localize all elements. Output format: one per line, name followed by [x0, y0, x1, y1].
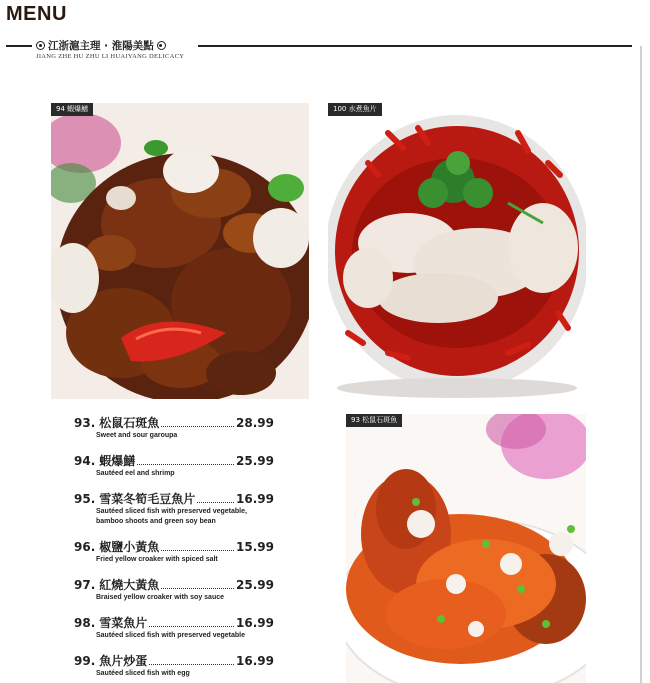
boiled-fish-image [328, 103, 586, 399]
item-number: 98. [74, 616, 96, 630]
item-name: 椒鹽小黃魚 [99, 540, 160, 554]
menu-title: MENU [6, 3, 67, 25]
leader-dots [149, 626, 234, 627]
item-number: 99. [74, 654, 96, 668]
item-price: 25.99 [236, 454, 274, 468]
menu-item-list [74, 414, 274, 683]
menu-item [74, 576, 274, 614]
header-banner [36, 38, 166, 53]
photo-squirrel-fish [346, 414, 586, 683]
header-rule-left [6, 45, 32, 47]
item-description: bamboo shoots and green soy bean [96, 518, 216, 525]
leader-dots [149, 664, 234, 665]
menu-item [74, 452, 274, 490]
leader-dots [197, 502, 234, 503]
item-name: 雪菜冬筍毛豆魚片 [99, 492, 196, 506]
photo-shrimp-eel [51, 103, 309, 399]
banner-chinese-text: 江浙滬主理 · 淮陽美點 [48, 40, 154, 52]
circle-ornament-icon [157, 41, 166, 50]
photo-boiled-fish [328, 103, 586, 399]
leader-dots [161, 588, 234, 589]
item-description: Sautéed sliced fish with preserved vegetable [96, 632, 245, 639]
item-price: 28.99 [236, 416, 274, 430]
menu-item [74, 538, 274, 576]
shrimp-eel-image [51, 103, 309, 399]
item-number: 93. [74, 416, 96, 430]
item-description: Fried yellow croaker with spiced salt [96, 556, 218, 563]
item-name: 蝦爆鱔 [99, 454, 136, 468]
page-edge [640, 46, 642, 683]
item-price: 16.99 [236, 616, 274, 630]
item-number: 97. [74, 578, 96, 592]
item-number: 94. [74, 454, 96, 468]
menu-item [74, 490, 274, 538]
item-description: Braised yellow croaker with soy sauce [96, 594, 225, 601]
header-rule-right [198, 45, 632, 47]
item-description: Sautéed eel and shrimp [96, 470, 175, 477]
menu-item [74, 414, 274, 452]
leader-dots [137, 464, 234, 465]
photo-tag: 94 蝦爆鱔 [51, 103, 93, 116]
leader-dots [161, 426, 234, 427]
item-name: 松鼠石斑魚 [99, 416, 160, 430]
item-description: Sautéed sliced fish with egg [96, 670, 190, 677]
menu-item [74, 614, 274, 652]
item-name: 紅燒大黃魚 [99, 578, 160, 592]
circle-ornament-icon [36, 41, 45, 50]
item-number: 96. [74, 540, 96, 554]
item-number: 95. [74, 492, 96, 506]
item-description: Sweet and sour garoupa [96, 432, 178, 439]
item-description: Sautéed sliced fish with preserved vegetable, [96, 508, 247, 515]
leader-dots [161, 550, 234, 551]
squirrel-fish-image [346, 414, 586, 683]
banner-english-text: JIANG ZHE HU ZHU LI HUAIYANG DELICACY [36, 53, 185, 60]
item-price: 16.99 [236, 654, 274, 668]
item-price: 15.99 [236, 540, 274, 554]
item-price: 16.99 [236, 492, 274, 506]
item-price: 25.99 [236, 578, 274, 592]
item-name: 雪菜魚片 [99, 616, 148, 630]
menu-item [74, 652, 274, 683]
photo-tag: 93 松鼠石斑魚 [346, 414, 402, 427]
item-name: 魚片炒蛋 [99, 654, 148, 668]
photo-tag: 100 水煮魚片 [328, 103, 382, 116]
